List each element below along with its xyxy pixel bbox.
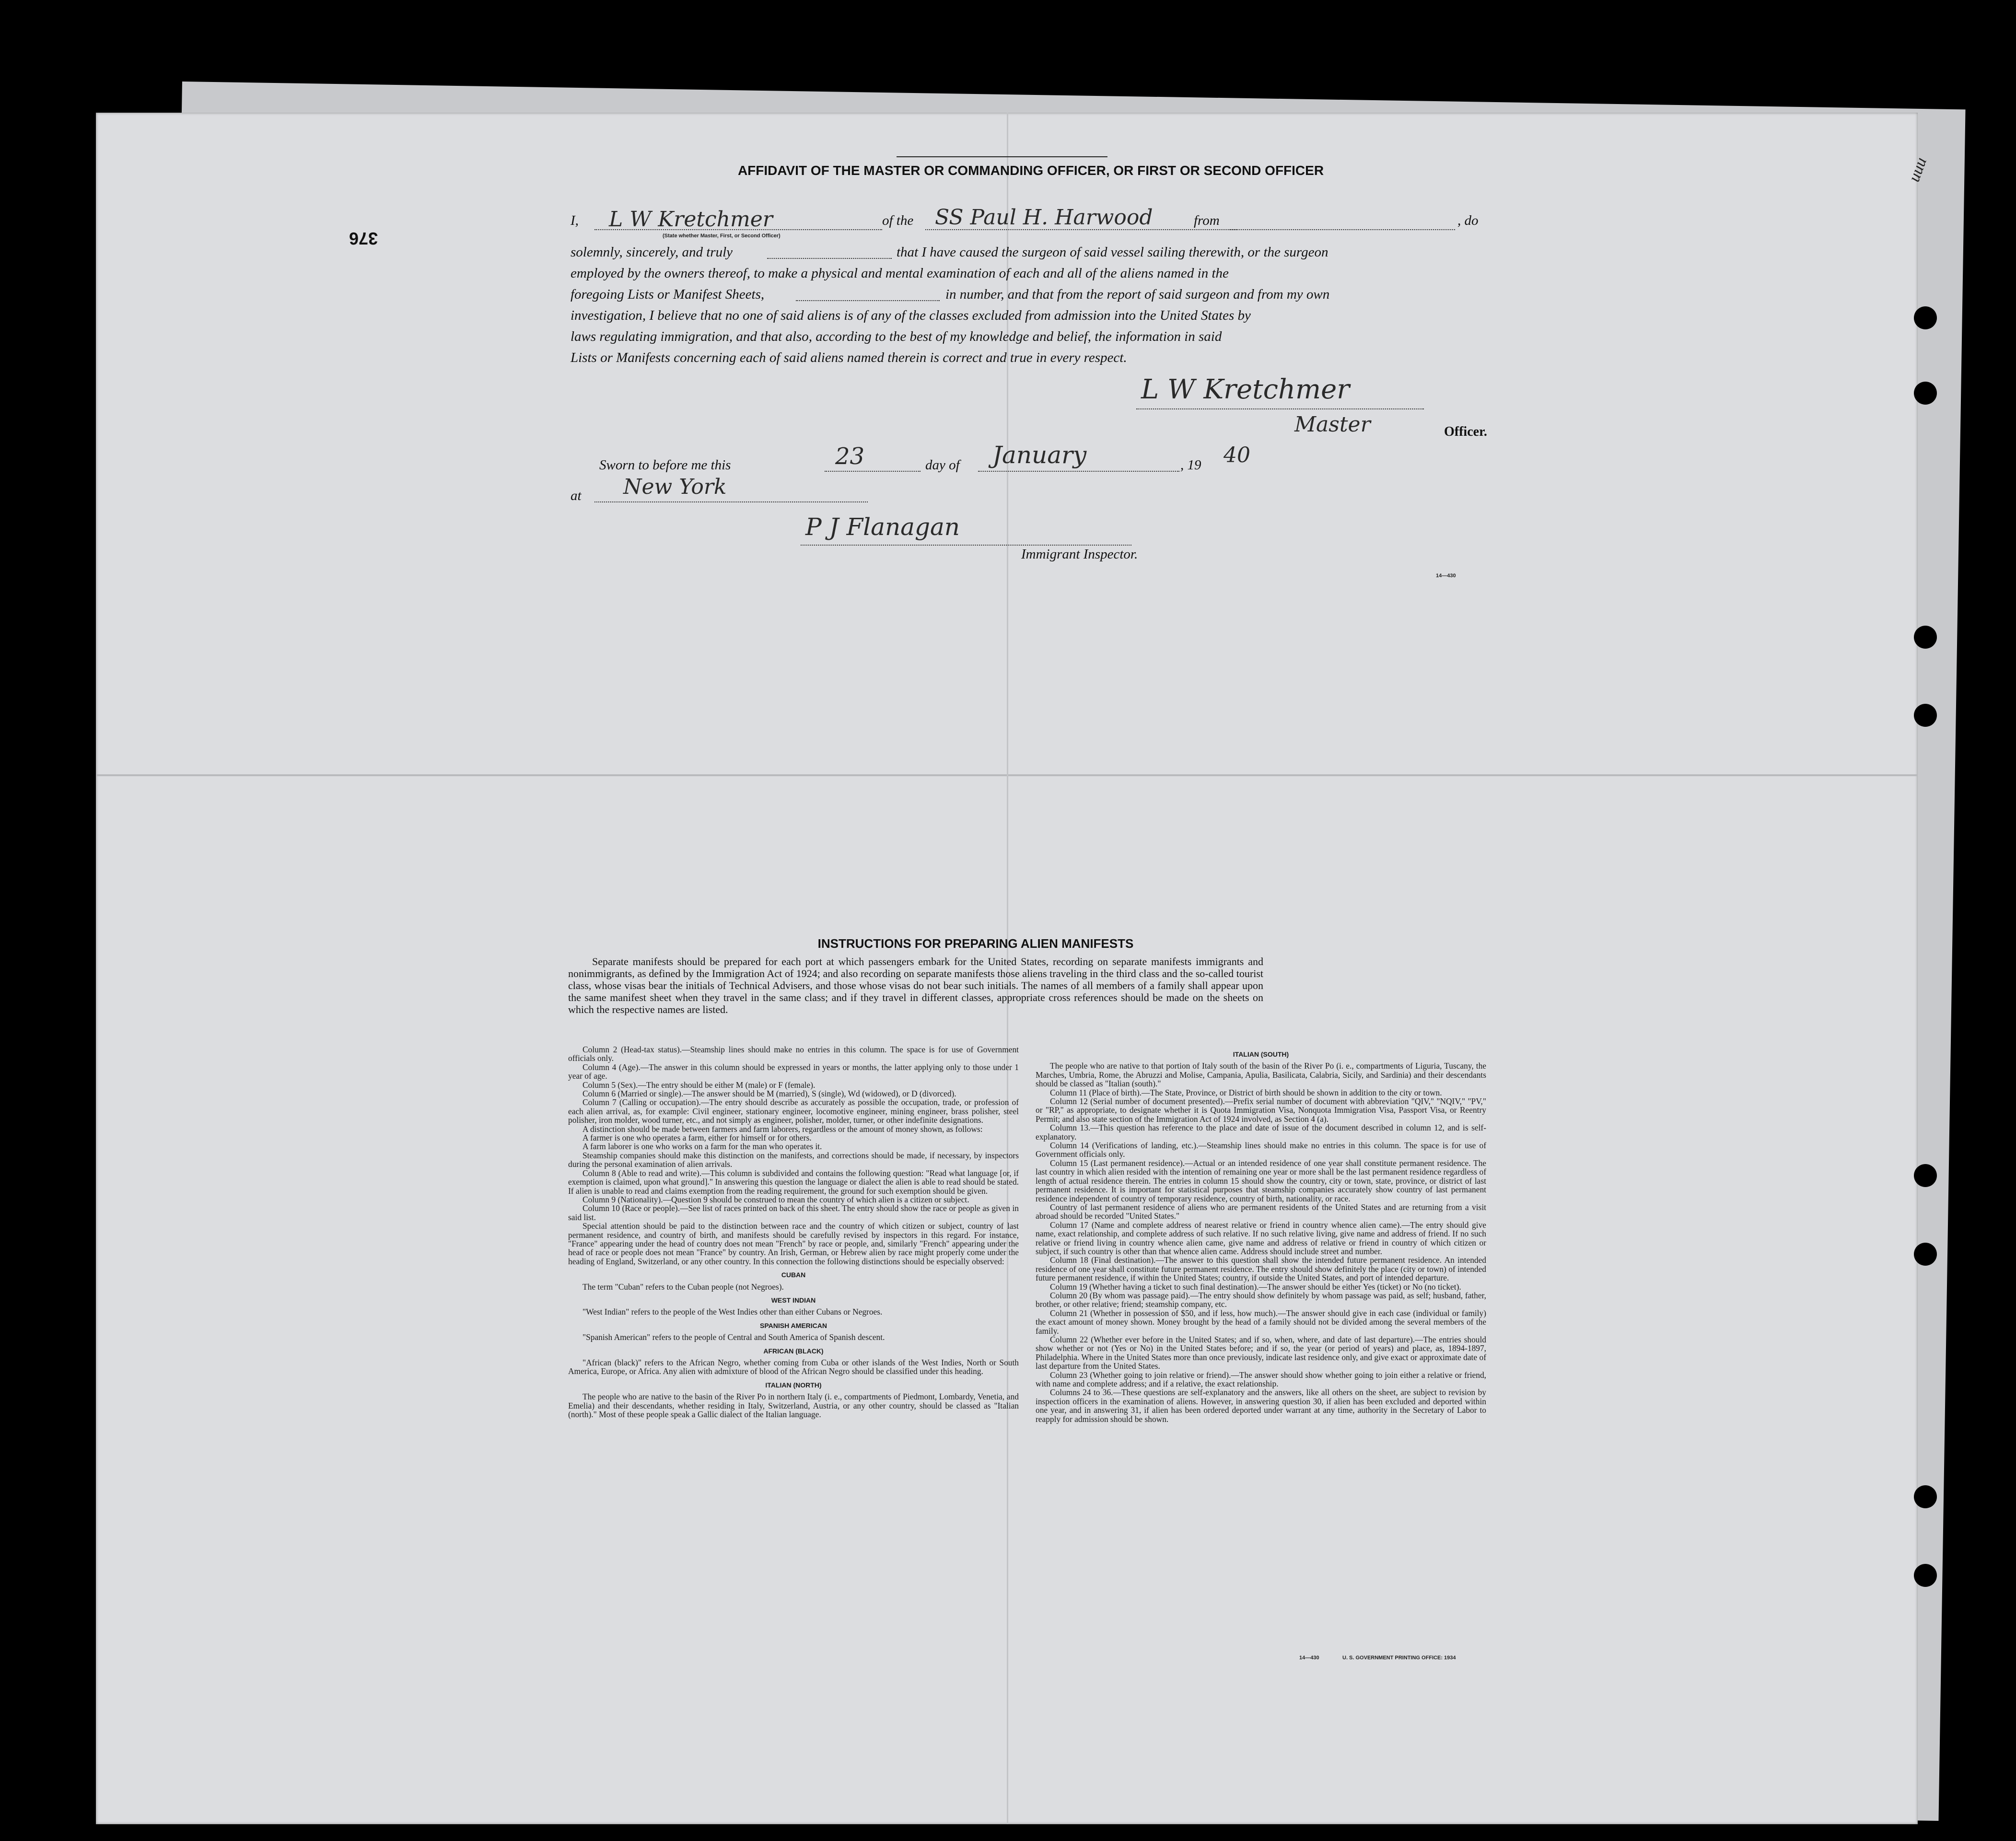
- month-blank: [978, 471, 1179, 472]
- section-heading-italian-south: ITALIAN (SOUTH): [1233, 1050, 1289, 1058]
- handwritten-day: 23: [835, 443, 865, 470]
- instruction-paragraph: The term "Cuban" refers to the Cuban people (not Negroes).: [583, 1282, 784, 1292]
- punch-hole: [1914, 1164, 1937, 1187]
- instruction-paragraph: Column 22 (Whether ever before in the United States; and if so, when, where, and date of last departure).—The entries should show whether or not (Yes or No) in the United States before; and if so, the year (or period of years) and place, as, 1894-1897, Philadelphia. Where in the United States more than once previously, indicate last residence only, and give exact or approximate date of last departure from the United States.: [1036, 1335, 1486, 1371]
- footer-form-number: 14—430: [1299, 1655, 1319, 1661]
- handwritten-officer-name: L W Kretchmer: [609, 207, 773, 232]
- officer-caption: (State whether Master, First, or Second Officer): [663, 233, 781, 239]
- punch-hole: [1914, 382, 1937, 405]
- handwritten-year: 40: [1224, 443, 1250, 467]
- instruction-paragraph: "African (black)" refers to the African Negro, whether coming from Cuba or other islands of the West Indies, North or South America, Europe, or Africa. Any alien with admixture of blood of the African Negro should be classified under this heading.: [568, 1358, 1019, 1376]
- truly-blank: [767, 258, 892, 259]
- instruction-paragraph: A farm laborer is one who works on a farm for the man who operates it.: [583, 1142, 822, 1152]
- line1-from: from: [1194, 213, 1220, 228]
- affidavit-form-number: 14—430: [1436, 573, 1456, 579]
- title-rule: [897, 156, 1107, 157]
- affidavit-line-2a: solemnly, sincerely, and truly: [571, 245, 733, 260]
- sheets-count-blank: [796, 300, 940, 301]
- affidavit-line-6: laws regulating immigration, and that also, according to the best of my knowledge and belief, the information in said: [571, 329, 1222, 344]
- instruction-paragraph: Steamship companies should make this distinction on the manifests, and corrections should be made, if necessary, by inspectors during the personal examination of alien arrivals.: [568, 1150, 1019, 1169]
- inspector-label: Immigrant Inspector.: [1021, 547, 1138, 562]
- instruction-paragraph: "West Indian" refers to the people of the West Indies other than either Cubans or Negroes.: [583, 1307, 883, 1317]
- handwritten-master-signature: L W Kretchmer: [1141, 374, 1350, 405]
- instruction-paragraph: Country of last permanent residence of aliens who are permanent residents of the United States and are returning from a visit abroad should be recorded "United States.": [1036, 1202, 1486, 1221]
- place-blank: [594, 501, 868, 502]
- affidavit-line-3: employed by the owners thereof, to make a physical and mental examination of each and all of the aliens named in the: [571, 266, 1229, 281]
- day-of-label: day of: [925, 457, 960, 473]
- instruction-paragraph: Column 23 (Whether going to join relative or friend).—The answer should show whether going to join either a relative or friend, with name and complete address; and if a relative, the exact relationship.: [1036, 1370, 1486, 1389]
- instruction-paragraph: Column 11 (Place of birth).—The State, Province, or District of birth should be shown in addition to the city or town.: [1050, 1087, 1442, 1097]
- footer-printer-line: U. S. GOVERNMENT PRINTING OFFICE: 1934: [1342, 1655, 1456, 1661]
- handwritten-month: January: [992, 441, 1087, 469]
- signature-blank: [1136, 408, 1424, 409]
- instruction-paragraph: Column 10 (Race or people).—See list of races printed on back of this sheet. The entry should show the race or people as given in said list.: [568, 1203, 1019, 1222]
- corner-handwritten-note: uuu: [1905, 155, 1931, 185]
- day-blank: [825, 471, 921, 472]
- line1-do: , do: [1457, 213, 1479, 228]
- instructions-right-column: [1036, 1050, 1486, 1423]
- punch-hole: [1914, 1564, 1937, 1587]
- officer-label: Officer.: [1444, 424, 1487, 439]
- line1-of: of the: [882, 213, 914, 228]
- instruction-paragraph: Column 2 (Head-tax status).—Steamship lines should make no entries in this column. The space is for use of Government officials only.: [568, 1045, 1019, 1063]
- affidavit-line-4b: in number, and that from the report of said surgeon and from my own: [945, 287, 1330, 302]
- instruction-paragraph: Column 7 (Calling or occupation).—The entry should describe as accurately as possible the occupation, trade, or profession of each alien arrival, as, for example: Civil engineer, stationary engineer, locomotive engineer, mining engineer, brass polisher, steel polisher, iron molder, wood turner, etc., and not simply as engineer, polisher, molder, turner, or other indefinite designations.: [568, 1097, 1019, 1125]
- handwritten-place: New York: [623, 475, 727, 499]
- instruction-paragraph: Column 13.—This question has reference to the place and date of issue of the document described in column 12, and is self-explanatory.: [1036, 1123, 1486, 1142]
- section-heading-west-indian: WEST INDIAN: [771, 1296, 816, 1304]
- instruction-paragraph: Column 18 (Final destination).—The answer to this question shall show the intended future permanent residence. An intended residence of one year shall constitute future permanent residence. The entry should show definitely the place (city or town) of intended future permanent residence, if within the United States; country, if outside the United States, and port of intended departure.: [1036, 1255, 1486, 1283]
- punch-hole: [1914, 1485, 1937, 1508]
- instructions-intro: Separate manifests should be prepared for each port at which passengers embark for the United States, recording on separate manifests immigrants and nonimmigrants, as defined by the Immigration Act of 1924; and also recording on separate manifests those aliens traveling in the third class and the so-called tourist class, whose visas bear the initials of Technical Advisers, and those whose visas do not bear such initials. The names of all members of a family shall appear upon the same manifest sheet when they travel in the same class; and if they travel in different classes, appropriate cross references should be made on the sheets on which the respective names are listed.: [568, 955, 1263, 1015]
- instruction-paragraph: Column 21 (Whether in possession of $50, and if less, how much).—The answer should give in each case (individual or family) the exact amount of money shown. Money brought by the head of a family should not be divided among the several members of the family.: [1036, 1308, 1486, 1336]
- handwritten-inspector-signature: P J Flanagan: [805, 513, 960, 541]
- affidavit-line-5: investigation, I believe that no one of said aliens is of any of the classes excluded from admission into the United States by: [571, 308, 1251, 323]
- instruction-paragraph: Column 12 (Serial number of document presented).—Prefix serial number of document with abbreviation "QIV," "NQIV," "PV," or "RP," as appropriate, to designate whether it is Quota Immigration Visa, Nonquota Immigration Visa, Passport Visa, or Reentry Permit; and also state section of the Immigration Act of 1924 involved, as Section 4 (a).: [1036, 1096, 1486, 1124]
- section-heading-italian-north: ITALIAN (NORTH): [765, 1381, 822, 1389]
- affidavit-line-1: [571, 213, 579, 229]
- instruction-paragraph: Column 14 (Verifications of landing, etc.).—Steamship lines should make no entries in this column. The space is for use of Government officials only.: [1036, 1141, 1486, 1159]
- instruction-paragraph: Column 15 (Last permanent residence).—Actual or an intended residence of one year shall constitute permanent residence. The last country in which alien resided with the intention of remaining one year or more shall be the last permanent residence regardless of length of actual residence therein. The entries in column 15 should show the country, city or town, state, province, or district of last permanent residence. It is important for statistical purposes that steamship companies accurately show country of last permanent residence independent of country of temporary residence, country of birth, nationality, or race.: [1036, 1158, 1486, 1203]
- frame-number: 376: [349, 229, 378, 248]
- instruction-paragraph: The people who are native to the basin of the River Po in northern Italy (i. e., compartments of Piedmont, Lombardy, Venetia, and Emelia) and their descendants, whether residing in Italy, Switzerland, Austria, or any other country, should be classed as "Italian (north)." Most of these people speak a Gallic dialect of the Italian language.: [568, 1392, 1019, 1420]
- instruction-paragraph: Column 9 (Nationality).—Question 9 should be construed to mean the country of which alien is a citizen or subject.: [583, 1194, 969, 1204]
- instruction-paragraph: Column 8 (Able to read and write).—This column is subdivided and contains the following question: "Read what language [or, if exemption is claimed, upon what ground]." In answering this question the language or dialect the alien is able to read should be stated. If alien is unable to read and claims exemption from the reading requirement, the ground for such exemption should be given.: [568, 1168, 1019, 1196]
- line1-i: I,: [571, 213, 579, 228]
- affidavit-line-2b: that I have caused the surgeon of said vessel sailing therewith, or the surgeon: [897, 245, 1328, 260]
- instruction-paragraph: Columns 24 to 36.—These questions are self-explanatory and the answers, like all others on the sheet, are subject to revision by inspection officers in the examination of aliens. However, in answering question 30, if alien has been excluded and deported within one year, and in answering 31, if alien has been ordered deported under warrant at any time, authority in the Secretary of Labor to reapply for admission should be shown.: [1036, 1387, 1486, 1424]
- section-heading-cuban: CUBAN: [781, 1271, 806, 1279]
- instruction-paragraph: Column 4 (Age).—The answer in this column should be expressed in years or months, the latter applying only to those under 1 year of age.: [568, 1062, 1019, 1081]
- instruction-paragraph: Column 5 (Sex).—The entry should be either M (male) or F (female).: [583, 1080, 816, 1090]
- affidavit-line-7: Lists or Manifests concerning each of said aliens named therein is correct and true in every respect.: [571, 350, 1127, 365]
- instructions-left-column: [568, 1045, 1019, 1419]
- instruction-paragraph: Column 19 (Whether having a ticket to such final destination).—The answer should be either Yes (ticket) or No (no ticket).: [1050, 1282, 1461, 1292]
- inspector-blank: [801, 545, 1131, 546]
- handwritten-rank: Master: [1294, 412, 1371, 437]
- section-heading-spanish-american: SPANISH AMERICAN: [759, 1321, 827, 1329]
- section-heading-african: AFRICAN (BLACK): [763, 1347, 824, 1355]
- punch-hole: [1914, 306, 1937, 329]
- instruction-paragraph: Special attention should be paid to the distinction between race and the country of which citizen or subject, country of last permanent residence, and country of birth, and manifests should be carefully revised by inspectors in this regard. For instance, "France" appearing under the head of country does not mean "French" by race or people, and, similarly "French" appearing under the head of race or people does not mean "France" by country. An Irish, German, or Hebrew alien by race might properly come under the heading of England, Switzerland, or any other country. In this connection the following distinctions should be especially observed:: [568, 1221, 1019, 1266]
- instruction-paragraph: Column 6 (Married or single).—The answer should be M (married), S (single), Wd (widowed), or D (divorced).: [583, 1089, 956, 1099]
- instruction-paragraph: Column 20 (By whom was passage paid).—The entry should show definitely by whom passage was paid, as self; husband, father, brother, or other relative; friend; steamship company, etc.: [1036, 1290, 1486, 1309]
- punch-hole: [1914, 704, 1937, 727]
- at-label: at: [571, 488, 582, 503]
- instructions-title: INSTRUCTIONS FOR PREPARING ALIEN MANIFESTS: [817, 936, 1134, 951]
- affidavit-title: AFFIDAVIT OF THE MASTER OR COMMANDING OFFICER, OR FIRST OR SECOND OFFICER: [737, 163, 1324, 178]
- instruction-paragraph: "Spanish American" refers to the people of Central and South America of Spanish descent.: [583, 1332, 885, 1342]
- punch-hole: [1914, 626, 1937, 649]
- affidavit-line-4a: foregoing Lists or Manifest Sheets,: [571, 287, 765, 302]
- instruction-paragraph: The people who are native to that portion of Italy south of the basin of the River Po (i. e., compartments of Liguria, Tuscany, the Marches, Umbria, Rome, the Abruzzi and Molise, Campania, Apulia, Basilicata, Calabria, Sicily, and Sardinia) and their descendants should be classed as "Italian (south).": [1036, 1061, 1486, 1089]
- instruction-paragraph: Column 17 (Name and complete address of nearest relative or friend in country whence alien came).—The entry should give name, exact relationship, and complete address of such relative. If no such relative living, give name and address of friend. If no such relative or friend living in country whence alien came, give name and address of relative or friend in country of which citizen or subject, if such country is other than that whence alien came. Address should include street and number.: [1036, 1220, 1486, 1256]
- sworn-label: Sworn to before me this: [599, 457, 731, 473]
- from-blank: [1230, 229, 1455, 230]
- handwritten-vessel: SS Paul H. Harwood: [935, 205, 1153, 230]
- instruction-paragraph: A distinction should be made between farmers and farm laborers, regardless or the amount of money shown, as follows:: [583, 1124, 983, 1134]
- instruction-paragraph: A farmer is one who operates a farm, either for himself or for others.: [583, 1133, 812, 1143]
- year-prefix: , 19: [1180, 457, 1201, 473]
- punch-hole: [1914, 1243, 1937, 1266]
